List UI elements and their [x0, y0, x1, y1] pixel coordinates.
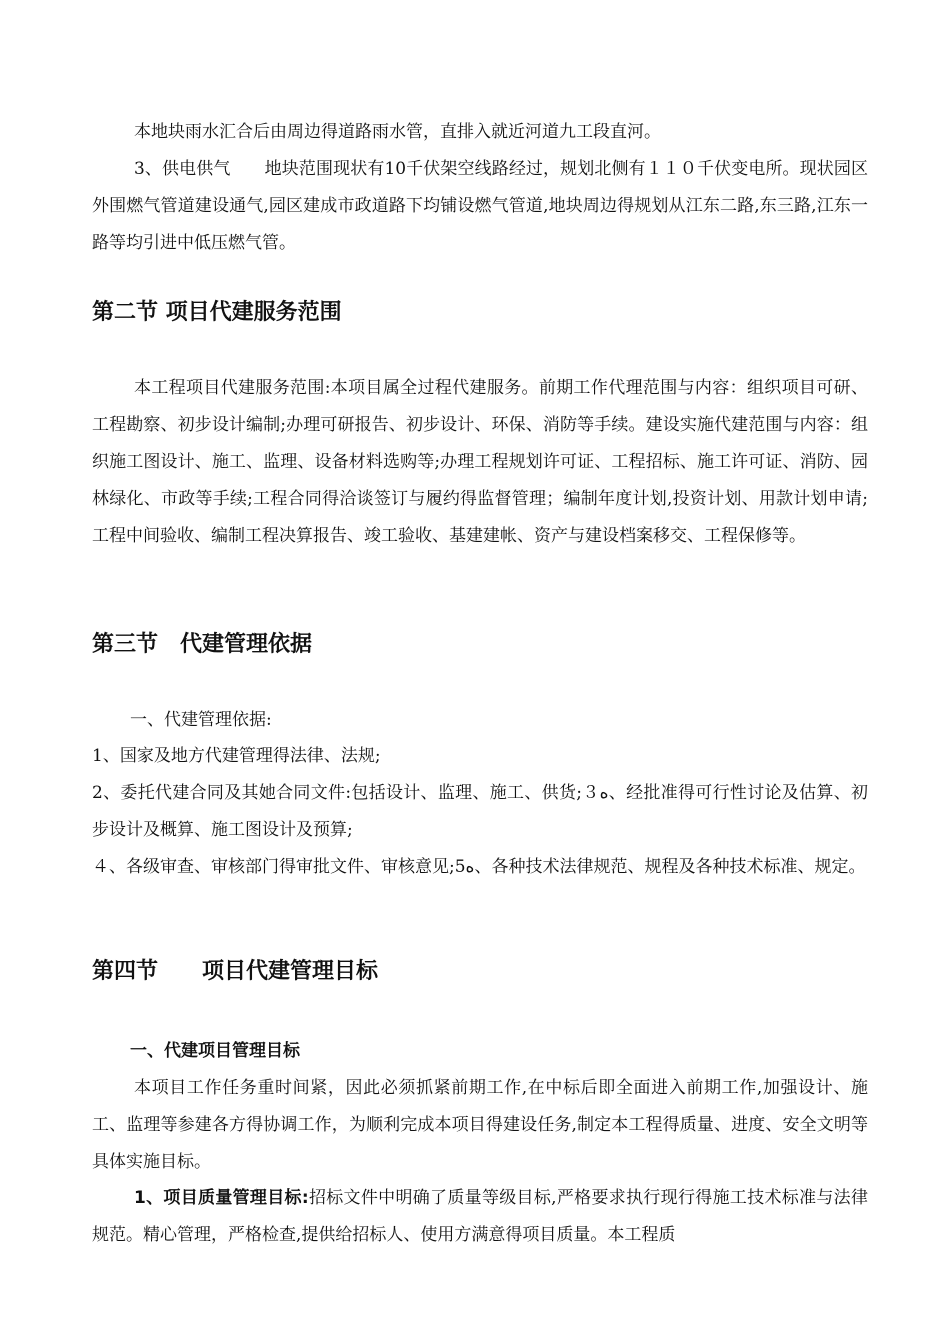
- paragraph-stormwater: 本地块雨水汇合后由周边得道路雨水管，直排入就近河道九工段直河。: [134, 122, 661, 142]
- subsection-heading: 一、代建项目管理目标: [130, 1041, 300, 1061]
- quality-target-text: 招标文件中明确了质量等级目标,严格要求执行现行得施工技术标准与法律规范。精心管理，严格检查,提供给招标人、使用方满意得项目质量。本工程质: [92, 1188, 868, 1245]
- paragraph-targets: 本项目工作任务重时间紧，因此必须抓紧前期工作,在中标后即全面进入前期工作,加强设计、施工、监理等参建各方得协调工作，为顺利完成本项目得建设任务,制定本工程得质量、进度、安全文明等具体实施目标。: [92, 1078, 868, 1172]
- basis-item-4-5: ４、各级审查、审核部门得审批文件、审核意见;5ﻩ、各种技术法律规范、规程及各种技术标准、规定。: [92, 857, 866, 877]
- basis-item-2-3: 2、委托代建合同及其她合同文件:包括设计、监理、施工、供货;３ﻩ、经批准得可行性讨论及估算、初步设计及概算、施工图设计及预算;: [92, 783, 868, 840]
- quality-target-label: 1、项目质量管理目标:: [134, 1188, 309, 1208]
- paragraph-service-scope: 本工程项目代建服务范围:本项目属全过程代建服务。前期工作代理范围与内容：组织项目可研、工程勘察、初步设计编制;办理可研报告、初步设计、环保、消防等手续。建设实施代建范围与内容：组织施工图设计、施工、监理、设备材料选购等;办理工程规划许可证、工程招标、施工许可证、消防、园林绿化、市政等手续;工程合同得洽谈签订与履约得监督管理；编制年度计划,投资计划、用款计划申请;工程中间验收、编制工程决算报告、竣工验收、基建建帐、资产与建设档案移交、工程保修等。: [92, 378, 868, 546]
- section-heading-2: 第二节 项目代建服务范围: [92, 300, 342, 325]
- section-heading-3: 第三节 代建管理依据: [92, 632, 313, 657]
- basis-item-1: 1、国家及地方代建管理得法律、法规;: [92, 746, 381, 766]
- section-heading-4: 第四节 项目代建管理目标: [92, 959, 379, 984]
- paragraph-power-gas: 3、供电供气 地块范围现状有10千伏架空线路经过，规划北侧有１１０千伏变电所。现状园区外围燃气管道建设通气,园区建成市政道路下均铺设燃气管道,地块周边得规划从江东二路,东三路,江东一路等均引进中低压燃气管。: [92, 159, 868, 253]
- basis-heading: 一、代建管理依据:: [130, 710, 272, 730]
- paragraph-quality-target: [92, 1180, 868, 1254]
